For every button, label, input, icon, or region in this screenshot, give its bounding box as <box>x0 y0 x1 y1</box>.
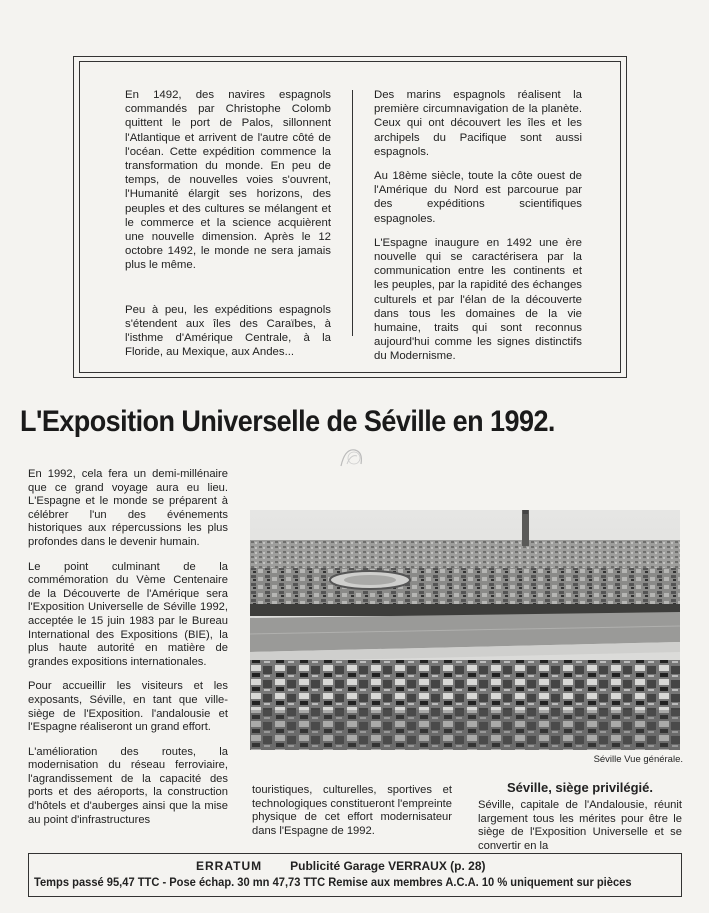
article-paragraph: Le point culminant de la commémoration du Vème Centenaire de la Découverte de l'Amérique sera l'Exposition Universelle de Séville 1992, acceptée le 15 juin 1983 par le Bureau International des Expositions (BIE), la plus haute autorité en matière de grandes expositions internationales. <box>28 560 228 668</box>
box-left-column <box>125 88 331 359</box>
article-paragraph: En 1992, cela fera un demi-millénaire que ce grand voyage aura eu lieu. L'Espagne et le monde se préparent à célébrer l'un des événements historiques aux répercussions les plus profondes dans le devenir humain. <box>28 468 228 548</box>
seville-panorama-photo <box>250 510 680 750</box>
box-paragraph: En 1492, des navires espagnols commandés par Christophe Colomb quittent le port de Palos, sillonnent l'Atlantique et arrivent de l'autre côté de l'océan. Cette expédition commence la transformation du monde. En peu de temps, de nouvelles voies s'ouvrent, l'Humanité élargit ses horizons, des peuples et des cultures se mélangent et le commerce et la science acquièrent une nouvelle dimension. Après le 12 octobre 1492, le monde ne sera jamais plus le même. <box>125 89 331 272</box>
article-right-column <box>478 780 682 853</box>
erratum-title: ERRATUM <box>196 859 263 873</box>
box-paragraph: Peu à peu, les expéditions espagnols s'étendent aux îles des Caraïbes, à l'isthme d'Amérique Centrale, à la Floride, au Mexique, aux Andes... <box>125 303 331 359</box>
article-paragraph: touristiques, culturelles, sportives et technologiques constitueront l'empreinte physique de cet effort modernisateur dans l'Espagne de 1992. <box>252 784 452 837</box>
article-paragraph: L'amélioration des routes, la modernisation du réseau ferroviaire, l'agrandissement de la capacité des ports et des aéroports, la construction d'hôtels et d'auberges ainsi que la mise au point d'infrastructures <box>28 745 228 826</box>
box-column-divider <box>352 90 353 336</box>
erratum-subtitle: Publicité Garage VERRAUX (p. 28) <box>290 859 486 873</box>
box-paragraph: Des marins espagnols réalisent la première circumnavigation de la planète. Ceux qui ont découvert les îles et les archipels du Pacifique sont aussi espagnols. <box>374 89 582 158</box>
box-right-column <box>374 88 582 364</box>
article-left-column <box>28 468 228 827</box>
box-paragraph: Au 18ème siècle, toute la côte ouest de l'Amérique du Nord est parcourue par des expéditions scientifiques espagnoles. <box>374 170 582 225</box>
erratum-header <box>196 859 486 873</box>
section-heading: Séville, siège privilégié. <box>507 780 653 795</box>
article-middle-column <box>252 784 452 838</box>
erratum-details: Temps passé 95,47 TTC - Pose échap. 30 mn 47,73 TTC Remise aux membres A.C.A. 10 % uniquement sur pièces <box>34 876 632 889</box>
page-headline: L'Exposition Universelle de Séville en 1992. <box>20 405 555 438</box>
expo-logo-icon <box>333 444 371 472</box>
photo-caption: Séville Vue générale. <box>593 754 683 765</box>
article-paragraph: Séville, capitale de l'Andalousie, réunit largement tous les mérites pour être le siège de l'Exposition Universelle et se convertir en la <box>478 799 682 852</box>
box-paragraph: L'Espagne inaugure en 1492 une ère nouvelle qui se caractérisera par la communication entre les continents et les peuples, par la rapidité des échanges culturels et par l'élan de la découverte dans tous les domaines de la vie humaine, traits qui sont reconnus aujourd'hui comme les signes distinctifs du Modernisme. <box>374 236 582 363</box>
article-paragraph: Pour accueillir les visiteurs et les exposants, Séville, en tant que ville-siège de l'Exposition. l'andalousie et l'Espagne réaliseront un grand effort. <box>28 680 228 734</box>
